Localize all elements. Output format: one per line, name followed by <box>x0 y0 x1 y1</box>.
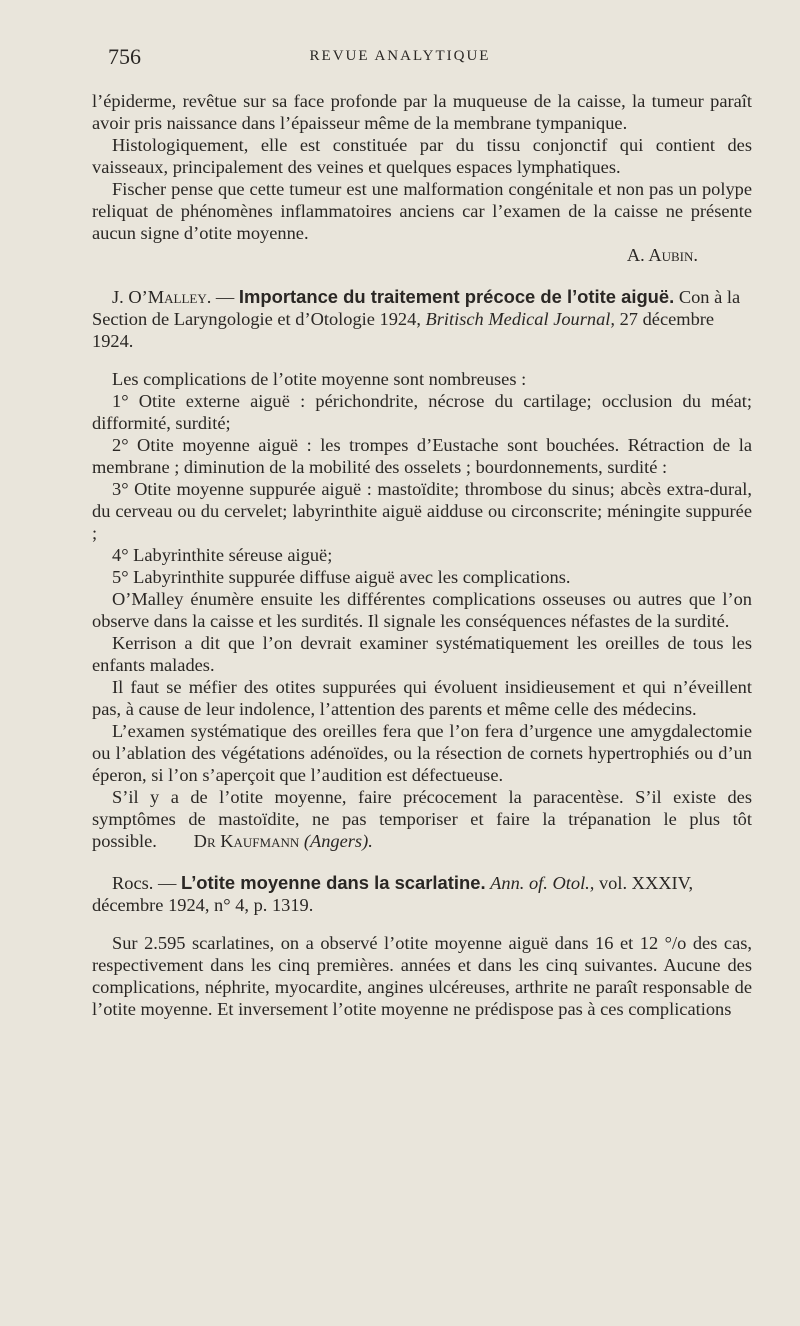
signature-place: (Angers). <box>303 831 373 851</box>
paragraph: Il faut se méfier des otites suppurées qui évoluent insidieusement et qui n’éveillent pas, à cause de leur indolence, l’attention des parents et même celle des médecins. <box>92 677 752 719</box>
paragraph: Kerrison a dit que l’on devrait examiner systématiquement les oreilles de tous les enfants malades. <box>92 633 752 675</box>
page-header <box>0 44 800 74</box>
paragraph: Sur 2.595 scarlatines, on a observé l’otite moyenne aiguë dans 16 et 12 °/o des cas, respectivement dans les cinq premières. années et dans les cinq suivantes. Aucune des complications, néphrite, myocardite, angines ulcéreuses, arthrite ne paraît responsable de l’otite moyenne. Et inversement l’otite moyenne ne prédispose pas à ces complications <box>92 933 752 1019</box>
paragraph: O’Malley énumère ensuite les différentes complications osseuses ou autres que l’on observe dans la caisse et les surdités. Il signale les conséquences néfastes de la surdité. <box>92 589 752 631</box>
paragraph: l’épiderme, revêtue sur sa face profonde par la muqueuse de la caisse, la tumeur paraît avoir pris naissance dans l’épaisseur même de la membrane tympanique. <box>92 91 752 133</box>
journal-name: Britisch Medical Journal, <box>425 309 616 329</box>
text-body <box>92 90 752 1020</box>
article-author: Rocs. <box>112 873 154 893</box>
article-heading: J. O’Malley. — Importance du traitement précoce de l’otite aiguë. Con à la Section de Laryngologie et d’Otologie 1924, Britisch Medical Journal, 27 décembre 1924. <box>92 286 741 351</box>
paragraph: 3° Otite moyenne suppurée aiguë : mastoïdite; thrombose du sinus; abcès extra-dural, du cerveau ou du cervelet; labyrinthite aiguë aidduse ou circonscrite; méningite suppurée ; <box>92 479 752 543</box>
paragraph: Les complications de l’otite moyenne sont nombreuses : <box>112 369 527 389</box>
signature: Dr Kaufmann <box>193 831 300 851</box>
paragraph: 1° Otite externe aiguë : périchondrite, nécrose du cartilage; occlusion du méat; difformité, surdité; <box>92 391 752 433</box>
paragraph: S’il y a de l’otite moyenne, faire précocement la paracentèse. S’il existe des symptômes de mastoïdite, ne pas temporiser et faire la trépanation le plus tôt possible. Dr Kaufmann (Angers). <box>92 787 752 851</box>
paragraph: L’examen systématique des oreilles fera que l’on fera d’urgence une amygdalectomie ou l’ablation des végétations adénoïdes, ou la résection de cornets hypertrophiés ou d’un éperon, si l’on s’aperçoit que l’audition est défectueuse. <box>92 721 752 785</box>
paragraph: 4° Labyrinthite séreuse aiguë; <box>112 545 333 565</box>
article-reference: Con à la Section de Laryngologie et d’Otologie 1924, <box>92 287 741 329</box>
running-title: REVUE ANALYTIQUE <box>309 48 491 64</box>
article-title: Importance du traitement précoce de l’otite aiguë. <box>238 286 675 307</box>
paragraph: 5° Labyrinthite suppurée diffuse aiguë avec les complications. <box>112 567 571 587</box>
page-number: 756 <box>108 44 141 69</box>
article-title: L’otite moyenne dans la scarlatine. <box>180 872 486 893</box>
paragraph: Histologiquement, elle est constituée par du tissu conjonctif qui contient des vaisseaux, principalement des veines et quelques espaces lymphatiques. <box>92 135 752 177</box>
article-reference: vol. XXXIV, décembre 1924, n° 4, p. 1319. <box>92 873 694 915</box>
paragraph: 2° Otite moyenne aiguë : les trompes d’Eustache sont bouchées. Rétraction de la membrane ; diminution de la mobilité des osselets ; bourdonnements, surdité : <box>92 435 752 477</box>
signature: A. Aubin. <box>626 245 698 265</box>
journal-name: Ann. of. Otol., <box>490 873 595 893</box>
paragraph: Fischer pense que cette tumeur est une malformation congénitale et non pas un polype reliquat de phénomènes inflammatoires anciens car l’examen de la caisse ne présente aucun signe d’otite moyenne. <box>92 179 752 243</box>
article-heading: Rocs. — L’otite moyenne dans la scarlatine. Ann. of. Otol., vol. XXXIV, décembre 1924, n° 4, p. 1319. <box>92 872 694 915</box>
article-author: J. O’Malley. <box>112 287 212 307</box>
